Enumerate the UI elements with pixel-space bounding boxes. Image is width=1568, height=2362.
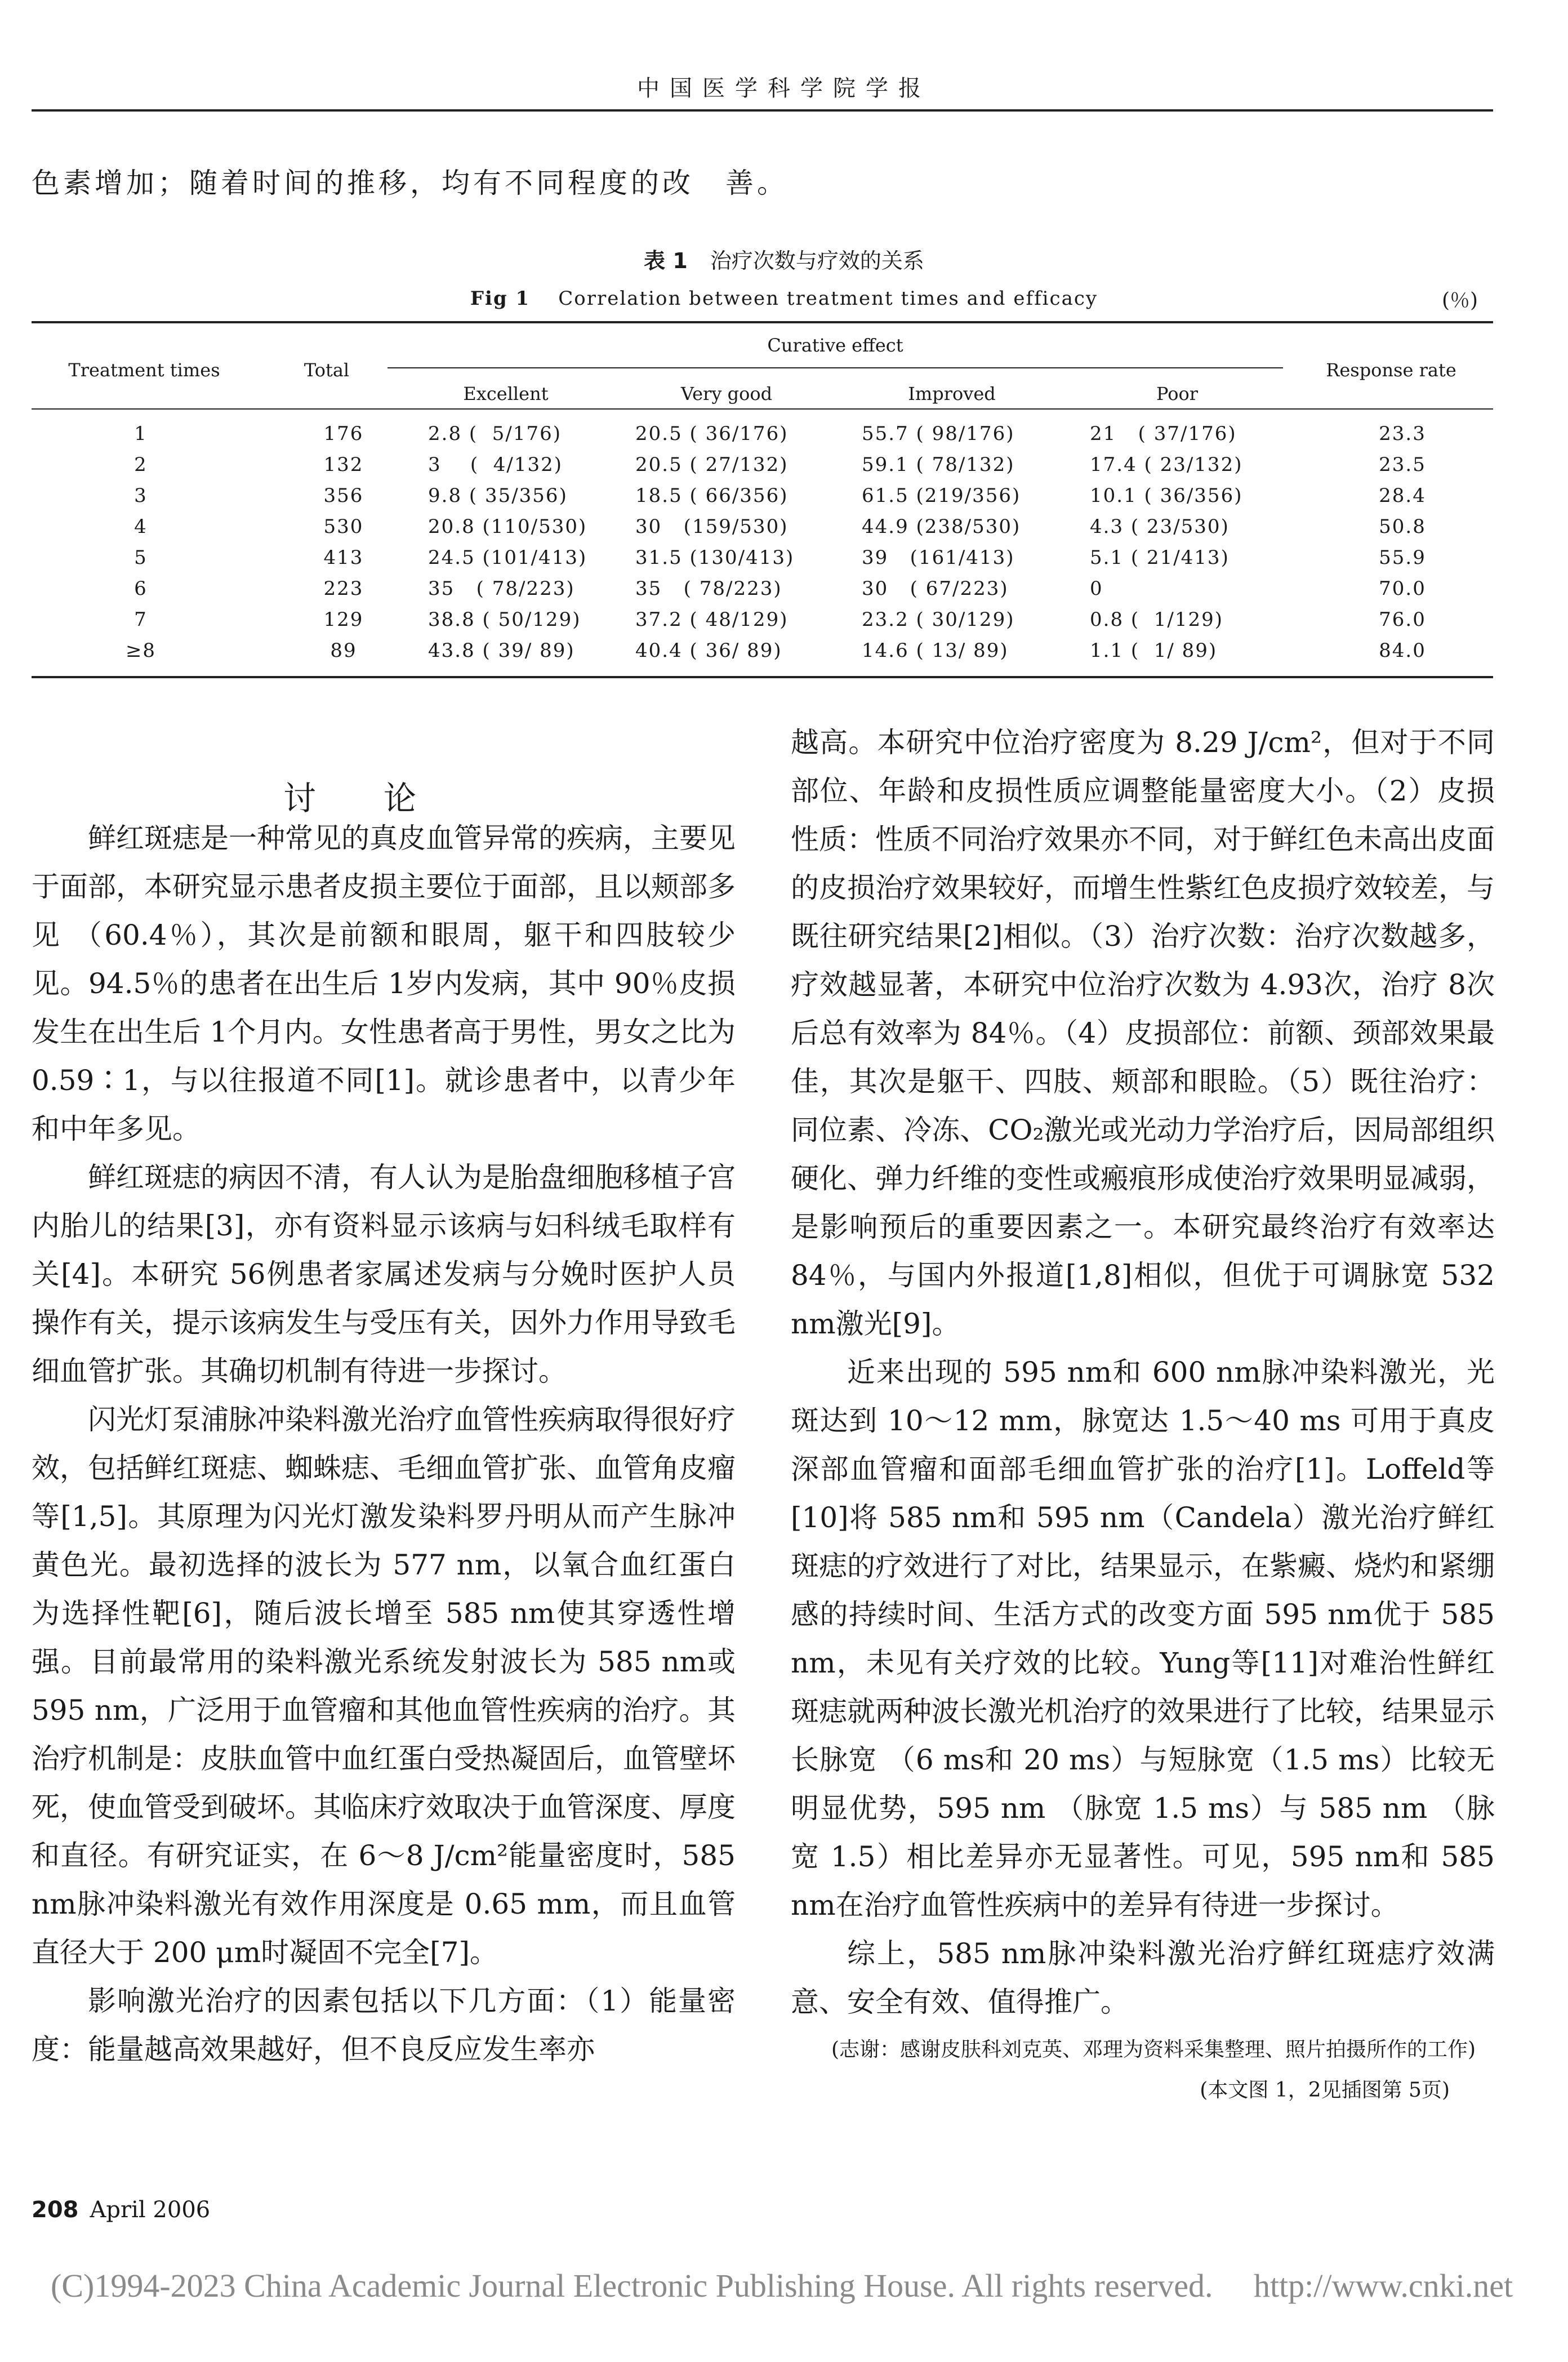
table-cell: 3 ( 4/132): [428, 453, 563, 476]
table-cell: 30 ( 67/223): [862, 577, 1009, 600]
page-number: 208: [32, 2197, 79, 2223]
table-title-zh: [0, 243, 1568, 274]
table-cell: 2: [134, 453, 148, 476]
th-total: Total: [304, 359, 350, 381]
table-cell: 132: [323, 453, 364, 476]
table-cell: 176: [323, 422, 364, 445]
table-cell: 50.8: [1379, 515, 1426, 538]
table-cell: 39 (161/413): [862, 546, 1015, 569]
table-cell: ≥8: [125, 639, 157, 662]
table-cell: 43.8 ( 39/ 89): [428, 639, 575, 662]
running-header: 中国医学科学院学报: [637, 75, 931, 101]
acknowledgement: (志谢：感谢皮肤科刘克英、邓理为资料采集整理、照片拍摄所作的工作): [831, 2038, 1476, 2061]
table-bottom-rule: [32, 676, 1493, 678]
table-cell: 38.8 ( 50/129): [428, 608, 581, 631]
table-cell: 31.5 (130/413): [635, 546, 795, 569]
table-cell: 3: [134, 484, 148, 507]
right-paragraph-2: 近来出现的 595 nm和 600 nm脉冲染料激光，光斑达到 10～12 mm，脉宽达 1.5～40 ms 可用于真皮深部血管瘤和面部毛细血管扩张的治疗[1]。Loffeld等[10]将 585 nm和 595 nm（Candela）激光治疗鲜红斑痣的疗效进行了对比，结果显示，在紫癜、烧灼和紧绷感的持续时间、生活方式的改变方面 595 nm优于 585 nm，未见有关疗效的比较。Yung等[11]对难治性鲜红斑痣就两种波长激光机治疗的效果进行了比较，结果显示长脉宽 （6 ms和 20 ms）与短脉宽（1.5 ms）比较无明显优势，595 nm （脉宽 1.5 ms）与 585 nm （脉宽 1.5）相比差异亦无显著性。可见，595 nm和 585 nm在治疗血管性疾病中的差异有待进一步探讨。: [791, 1356, 1495, 1921]
header-rule: [32, 109, 1493, 112]
figure-note: (本文图 1，2见插图第 5页): [1200, 2079, 1450, 2102]
th-treatment-times: Treatment times: [68, 359, 220, 381]
table-cell: 84.0: [1379, 639, 1426, 662]
table-cell: 5.1 ( 21/413): [1090, 546, 1230, 569]
table-caption-zh: 治疗次数与疗效的关系: [710, 248, 924, 273]
table-cell: 61.5 (219/356): [862, 484, 1021, 507]
curative-effect-rule: [387, 367, 1283, 368]
table-cell: 2.8 ( 5/176): [428, 422, 562, 445]
table-cell: 23.3: [1379, 422, 1426, 445]
table-top-rule: [32, 321, 1493, 323]
intro-line: 色素增加；随着时间的推移，均有不同程度的改 善。: [32, 167, 789, 199]
left-paragraph-1: 鲜红斑痣是一种常见的真皮血管异常的疾病，主要见于面部，本研究显示患者皮损主要位于面部，且以颊部多见 （60.4％），其次是前额和眼周，躯干和四肢较少见。94.5％的患者在出生后 1岁内发病，其中 90％皮损发生在出生后 1个月内。女性患者高于男性，男女之比为 0.59∶1，与以往报道不同[1]。就诊患者中，以青少年和中年多见。: [32, 822, 736, 1145]
th-curative-effect: Curative effect: [767, 335, 903, 356]
discussion-title: 讨论: [283, 779, 484, 817]
table-cell: 1: [134, 422, 148, 445]
table-cell: 23.5: [1379, 453, 1426, 476]
table-cell: 14.6 ( 13/ 89): [862, 639, 1009, 662]
table-cell: 356: [323, 484, 364, 507]
table-cell: 530: [323, 515, 364, 538]
table-cell: 413: [323, 546, 364, 569]
table-cell: 7: [134, 608, 148, 631]
left-column: [32, 718, 736, 2074]
table-cell: 35 ( 78/223): [428, 577, 575, 600]
page-footer: [32, 2197, 210, 2223]
table-unit: (％): [1442, 289, 1478, 312]
left-paragraph-2: 鲜红斑痣的病因不清，有人认为是胎盘细胞移植子宫内胎儿的结果[3]，亦有资料显示该病与妇科绒毛取样有关[4]。本研究 56例患者家属述发病与分娩时医护人员操作有关，提示该病发生与受压有关，因外力作用导致毛细血管扩张。其确切机制有待进一步探讨。: [32, 1161, 736, 1387]
table-cell: 1.1 ( 1/ 89): [1090, 639, 1218, 662]
table-cell: 17.4 ( 23/132): [1090, 453, 1243, 476]
table-label-en: Fig 1: [470, 287, 531, 310]
table-cell: 4: [134, 515, 148, 538]
left-paragraph-4: 影响激光治疗的因素包括以下几方面：（1）能量密度：能量越高效果越好，但不良反应发生率亦: [32, 1985, 736, 2066]
table-cell: 30 (159/530): [635, 515, 789, 538]
table-cell: 0.8 ( 1/129): [1090, 608, 1224, 631]
table-cell: 23.2 ( 30/129): [862, 608, 1015, 631]
table-label-zh: 表 1: [644, 248, 688, 273]
th-response-rate: Response rate: [1326, 359, 1456, 381]
table-cell: 21 ( 37/176): [1090, 422, 1237, 445]
table-cell: 223: [323, 577, 364, 600]
table-cell: 55.7 ( 98/176): [862, 422, 1015, 445]
table-cell: 44.9 (238/530): [862, 515, 1021, 538]
table-cell: 18.5 ( 66/356): [635, 484, 789, 507]
table-cell: 0: [1090, 577, 1103, 600]
table-cell: 76.0: [1379, 608, 1426, 631]
table-cell: 6: [134, 577, 148, 600]
th-excellent: Excellent: [463, 383, 549, 404]
table-cell: 20.5 ( 27/132): [635, 453, 789, 476]
th-improved: Improved: [908, 383, 996, 404]
left-paragraph-3: 闪光灯泵浦脉冲染料激光治疗血管性疾病取得很好疗效，包括鲜红斑痣、蜘蛛痣、毛细血管扩张、血管角皮瘤等[1,5]。其原理为闪光灯激发染料罗丹明从而产生脉冲黄色光。最初选择的波长为 577 nm，以氧合血红蛋白为选择性靶[6]，随后波长增至 585 nm使其穿透性增强。目前最常用的染料激光系统发射波长为 585 nm或 595 nm，广泛用于血管瘤和其他血管性疾病的治疗。其治疗机制是：皮肤血管中血红蛋白受热凝固后，血管壁坏死，使血管受到破坏。其临床疗效取决于血管深度、厚度和直径。有研究证实，在 6～8 J/cm²能量密度时，585 nm脉冲染料激光有效作用深度是 0.65 mm，而且血管直径大于 200 μm时凝固不完全[7]。: [32, 1403, 736, 1969]
table-cell: 5: [134, 546, 148, 569]
issue-date: April 2006: [90, 2197, 211, 2223]
right-paragraph-3: 综上，585 nm脉冲染料激光治疗鲜红斑痣疗效满意、安全有效、值得推广。: [791, 1937, 1495, 2018]
table-cell: 20.5 ( 36/176): [635, 422, 789, 445]
table-cell: 40.4 ( 36/ 89): [635, 639, 782, 662]
table-cell: 9.8 ( 35/356): [428, 484, 568, 507]
table-cell: 55.9: [1379, 546, 1426, 569]
right-column: [791, 718, 1495, 2113]
right-paragraph-1: 越高。本研究中位治疗密度为 8.29 J/cm²，但对于不同部位、年龄和皮损性质应调整能量密度大小。（2）皮损性质：性质不同治疗效果亦不同，对于鲜红色未高出皮面的皮损治疗效果较好，而增生性紫红色皮损疗效较差，与既往研究结果[2]相似。（3）治疗次数：治疗次数越多，疗效越显著，本研究中位治疗次数为 4.93次，治疗 8次后总有效率为 84％。（4）皮损部位：前额、颈部效果最佳，其次是躯干、四肢、颊部和眼睑。（5）既往治疗：同位素、冷冻、CO₂激光或光动力学治疗后，因局部组织硬化、弹力纤维的变性或瘢痕形成使治疗效果明显减弱，是影响预后的重要因素之一。本研究最终治疗有效率达 84％，与国内外报道[1,8]相似，但优于可调脉宽 532 nm激光[9]。: [791, 726, 1495, 1340]
table-cell: 37.2 ( 48/129): [635, 608, 789, 631]
table-cell: 28.4: [1379, 484, 1426, 507]
table-header-rule: [32, 408, 1493, 410]
table-cell: 10.1 ( 36/356): [1090, 484, 1243, 507]
table-title-en: [0, 287, 1568, 310]
table-cell: 24.5 (101/413): [428, 546, 587, 569]
table-cell: 20.8 (110/530): [428, 515, 587, 538]
table-cell: 70.0: [1379, 577, 1426, 600]
table-cell: 59.1 ( 78/132): [862, 453, 1015, 476]
th-poor: Poor: [1156, 383, 1199, 404]
copyright-watermark: (C)1994-2023 China Academic Journal Electronic Publishing House. All rights reserved. http://www.cnki.net: [51, 2267, 1513, 2304]
table-cell: 89: [330, 639, 357, 662]
th-very-good: Very good: [680, 383, 773, 404]
table-caption-en: Correlation between treatment times and efficacy: [558, 287, 1098, 310]
table-cell: 35 ( 78/223): [635, 577, 782, 600]
table-cell: 129: [323, 608, 364, 631]
table-cell: 4.3 ( 23/530): [1090, 515, 1230, 538]
